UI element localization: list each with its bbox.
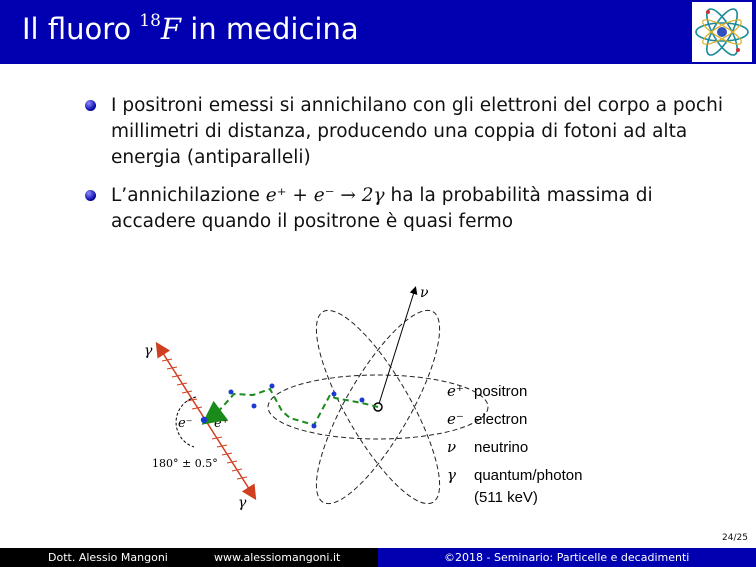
positron-mark-label: e⁺ <box>214 416 229 431</box>
title-suffix: in medicina <box>190 12 359 46</box>
annihilation-diagram <box>140 275 620 520</box>
footer-website[interactable]: www.alessiomangoni.it <box>214 551 341 564</box>
page-number: 24/25 <box>722 533 748 543</box>
bullet-item <box>85 183 725 235</box>
angle-label: 180° ± 0.5° <box>152 457 218 470</box>
footer-left <box>0 548 378 567</box>
bullet-text: I positroni emessi si annichilano con gli elettroni del corpo a pochi millimetri di distanza, producendo una coppia di fotoni ad alta energia (antiparalleli) <box>111 95 723 168</box>
logo <box>692 2 752 62</box>
footer-author: Dott. Alessio Mangoni <box>48 551 168 564</box>
legend-text: quantum/photon <box>474 467 583 484</box>
bullet-dot-icon <box>85 100 96 111</box>
footer-right <box>378 548 756 567</box>
bullet-text-pre: L’annichilazione <box>111 185 260 206</box>
bullet-text-post: ha la probabilità massima di accadere quando il positrone è quasi fermo <box>111 185 653 232</box>
slide-header <box>0 0 756 64</box>
slide-title <box>22 12 359 46</box>
atom-logo-icon <box>692 2 752 62</box>
legend-text: (511 keV) <box>474 489 538 506</box>
electron-mark-label: e⁻ <box>178 416 193 431</box>
title-mass-number: 18 <box>139 11 161 31</box>
bullet-dot-icon <box>85 190 96 201</box>
legend-text: positron <box>474 383 528 400</box>
legend-text: electron <box>474 411 528 428</box>
legend-symbol: γ <box>447 466 456 484</box>
legend-symbol: e⁻ <box>447 410 464 428</box>
title-symbol: F <box>160 12 182 46</box>
bullet-list <box>85 93 725 247</box>
title-prefix: Il fluoro <box>22 12 132 46</box>
photon-label-top: γ <box>144 343 153 359</box>
slide-footer <box>0 548 756 567</box>
neutrino-label: ν <box>420 285 429 301</box>
neutrino-arrow <box>378 289 415 407</box>
diagram-legend <box>447 382 582 506</box>
legend-symbol: ν <box>447 438 457 456</box>
annihilation-equation: e⁺ + e⁻ → 2γ <box>265 185 385 206</box>
footer-copyright: ©2018 - Seminario: Particelle e decadimenti <box>444 551 690 564</box>
legend-text: neutrino <box>474 439 529 456</box>
positron-track <box>208 389 378 425</box>
bullet-item <box>85 93 725 171</box>
legend-symbol: e⁺ <box>447 382 464 400</box>
photon-label-bottom: γ <box>238 495 247 511</box>
